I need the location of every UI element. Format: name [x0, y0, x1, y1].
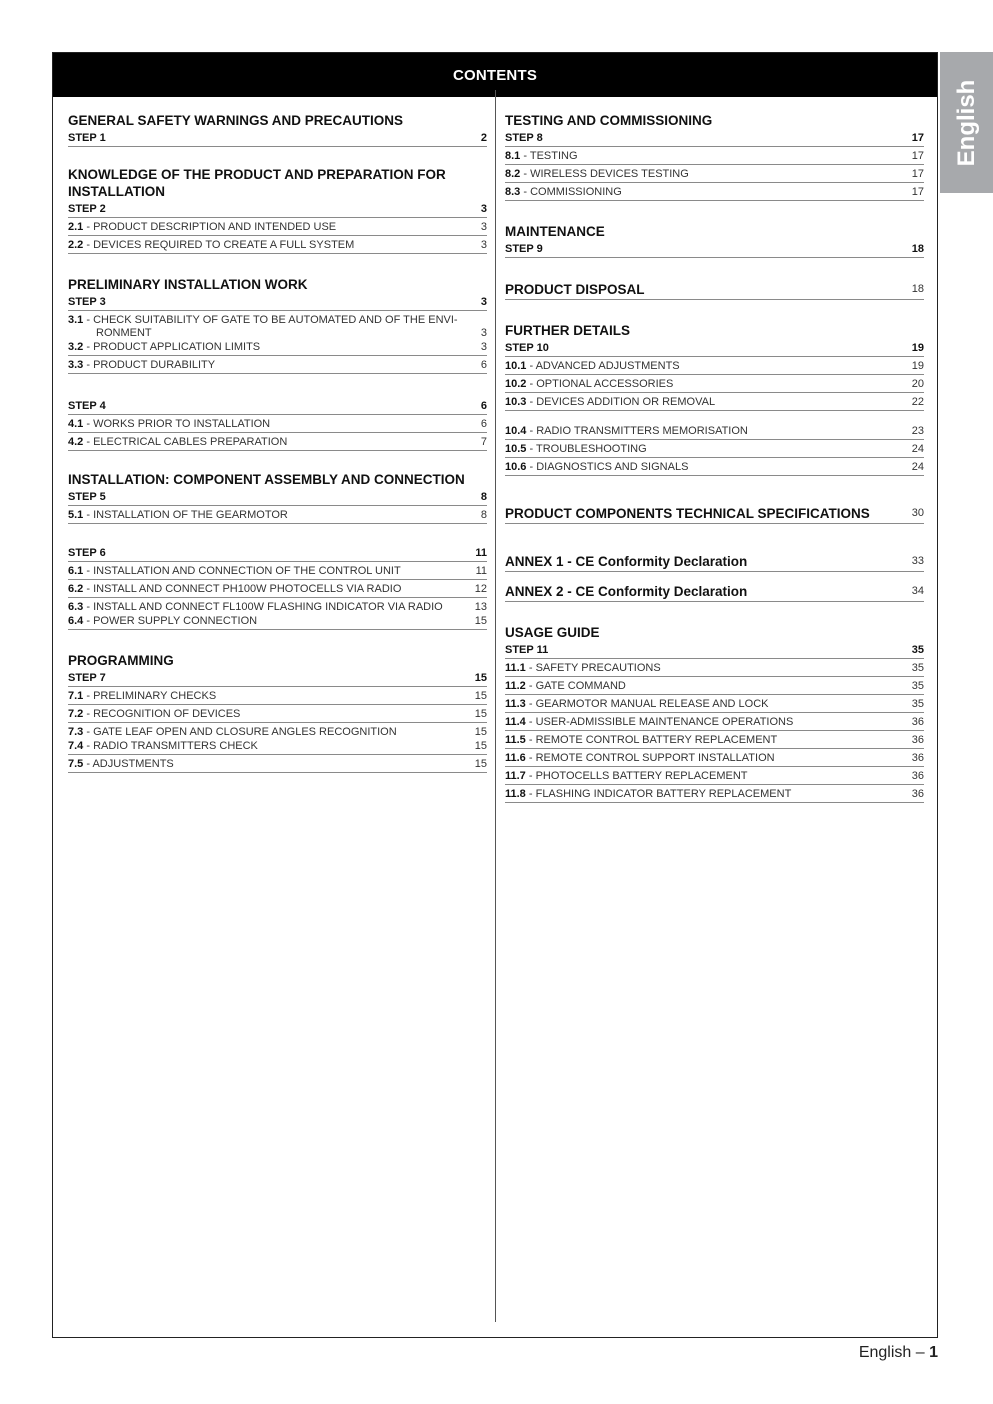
- item-text: - ADVANCED ADJUSTMENTS: [529, 360, 680, 372]
- toc-page-number: 15: [474, 758, 487, 770]
- footer-page-number: 1: [929, 1344, 938, 1361]
- toc-section: [505, 322, 924, 476]
- toc-page-number: 3: [480, 327, 487, 339]
- toc-item-row[interactable]: [505, 677, 924, 695]
- section-title: PRODUCT COMPONENTS TECHNICAL SPECIFICATIONS: [505, 506, 870, 521]
- toc-item-row[interactable]: [505, 375, 924, 393]
- item-number: 5.1: [68, 509, 84, 521]
- section-title: GENERAL SAFETY WARNINGS AND PRECAUTIONS: [68, 113, 404, 128]
- toc-step-row[interactable]: [68, 293, 487, 311]
- toc-section: [68, 397, 487, 451]
- section-title: MAINTENANCE: [505, 224, 605, 239]
- toc-item-row[interactable]: [505, 147, 924, 165]
- item-number: 7.2: [68, 708, 84, 720]
- item-text: - CHECK SUITABILITY OF GATE TO BE AUTOMATED AND OF THE ENVI-RONMENT: [86, 314, 458, 339]
- toc-page-number: 19: [911, 360, 924, 372]
- toc-item-row[interactable]: [68, 433, 487, 451]
- toc-section: [505, 112, 924, 201]
- toc-page-number: 35: [911, 698, 924, 710]
- item-text: - INSTALLATION OF THE GEARMOTOR: [86, 509, 288, 521]
- toc-item-row[interactable]: [505, 713, 924, 731]
- toc-step-label: STEP 1: [68, 132, 106, 144]
- toc-page-number: 24: [911, 443, 924, 455]
- item-text: - TROUBLESHOOTING: [529, 443, 647, 455]
- toc-step-row[interactable]: [68, 200, 487, 218]
- item-text: - OPTIONAL ACCESSORIES: [529, 378, 674, 390]
- item-number: 3.3: [68, 359, 84, 371]
- toc-item-row[interactable]: [68, 740, 487, 755]
- section-title: PRODUCT DISPOSAL: [505, 282, 645, 297]
- toc-page-number: 7: [480, 436, 487, 448]
- toc-page-number: 36: [911, 770, 924, 782]
- toc-step-label: STEP 9: [505, 243, 543, 255]
- toc-page-number: 15: [474, 615, 487, 627]
- section-title: FURTHER DETAILS: [505, 323, 630, 338]
- toc-annex2-row[interactable]: [505, 580, 924, 602]
- item-number: 3.2: [68, 341, 84, 353]
- toc-page-number: 35: [911, 662, 924, 674]
- item-number: 7.1: [68, 690, 84, 702]
- toc-page-number: 33: [911, 555, 924, 567]
- toc-page-number: 34: [911, 585, 924, 597]
- item-text: - WIRELESS DEVICES TESTING: [523, 168, 689, 180]
- item-text: - GEARMOTOR MANUAL RELEASE AND LOCK: [528, 698, 769, 710]
- item-number: 10.3: [505, 396, 527, 408]
- toc-step-row[interactable]: [505, 129, 924, 147]
- toc-item-row[interactable]: [505, 440, 924, 458]
- toc-page-number: 12: [474, 583, 487, 595]
- toc-step-label: STEP 7: [68, 672, 106, 684]
- item-number: 10.1: [505, 360, 527, 372]
- toc-item-row[interactable]: [505, 731, 924, 749]
- item-text: - REMOTE CONTROL BATTERY REPLACEMENT: [528, 734, 778, 746]
- item-number: 4.1: [68, 418, 84, 430]
- item-number: 10.4: [505, 425, 527, 437]
- toc-item-row[interactable]: [68, 687, 487, 705]
- item-number: 8.3: [505, 186, 521, 198]
- item-text: - INSTALLATION AND CONNECTION OF THE CONTROL UNIT: [86, 565, 401, 577]
- toc-page-number: 11: [475, 565, 487, 577]
- toc-page-number: 36: [911, 788, 924, 800]
- item-text: - ADJUSTMENTS: [86, 758, 174, 770]
- item-text: - FLASHING INDICATOR BATTERY REPLACEMENT: [528, 788, 792, 800]
- toc-item-row[interactable]: [68, 723, 487, 740]
- toc-step-row[interactable]: [505, 641, 924, 659]
- item-number: 11.6: [505, 752, 526, 764]
- toc-step-row[interactable]: [505, 240, 924, 258]
- item-number: 7.3: [68, 726, 84, 738]
- section-title: PRELIMINARY INSTALLATION WORK: [68, 277, 308, 292]
- toc-specs-row[interactable]: [505, 502, 924, 524]
- column-divider: [495, 90, 496, 1322]
- item-text: - INSTALL AND CONNECT PH100W PHOTOCELLS VIA RADIO: [86, 583, 402, 595]
- toc-item-row[interactable]: [505, 357, 924, 375]
- toc-item-row[interactable]: [505, 695, 924, 713]
- toc-item-row[interactable]: [505, 422, 924, 440]
- item-number: 11.4: [505, 716, 526, 728]
- toc-item-row[interactable]: [68, 562, 487, 580]
- item-number: 2.2: [68, 239, 84, 251]
- item-text: - POWER SUPPLY CONNECTION: [86, 615, 258, 627]
- item-number: 11.3: [505, 698, 526, 710]
- toc-step-label: STEP 5: [68, 491, 106, 503]
- item-number: 3.1: [68, 314, 84, 326]
- toc-right-column: [505, 112, 924, 803]
- section-title: ANNEX 2 - CE Conformity Declaration: [505, 584, 748, 599]
- footer-language: English –: [858, 1344, 925, 1361]
- item-text: - RADIO TRANSMITTERS MEMORISATION: [529, 425, 748, 437]
- toc-page-number: 6: [480, 400, 487, 412]
- toc-page-number: 19: [911, 342, 924, 354]
- toc-section: [68, 471, 487, 524]
- page-footer: [859, 1344, 938, 1362]
- item-number: 10.2: [505, 378, 527, 390]
- toc-disposal-row[interactable]: [505, 278, 924, 300]
- toc-page-number: 35: [911, 644, 924, 656]
- item-number: 7.4: [68, 740, 84, 752]
- item-text: - GATE LEAF OPEN AND CLOSURE ANGLES RECOGNITION: [86, 726, 397, 738]
- toc-item-row[interactable]: [68, 598, 487, 615]
- toc-page-number: 22: [911, 396, 924, 408]
- item-text: - SAFETY PRECAUTIONS: [528, 662, 661, 674]
- item-number: 10.6: [505, 461, 527, 473]
- toc-page-number: 15: [474, 726, 487, 738]
- toc-item-row[interactable]: [68, 580, 487, 598]
- contents-title: CONTENTS: [452, 66, 538, 84]
- item-number: 4.2: [68, 436, 84, 448]
- toc-page-number: 6: [480, 359, 487, 371]
- item-text: - PRODUCT DURABILITY: [86, 359, 216, 371]
- item-text: - DEVICES ADDITION OR REMOVAL: [529, 396, 716, 408]
- toc-item-row[interactable]: [68, 615, 487, 630]
- item-text: - TESTING: [523, 150, 578, 162]
- toc-page-number: 15: [474, 708, 487, 720]
- toc-step-row[interactable]: [505, 339, 924, 357]
- toc-step-row[interactable]: [68, 488, 487, 506]
- toc-step-label: STEP 10: [505, 342, 549, 354]
- toc-page-number: 24: [911, 461, 924, 473]
- toc-item-row[interactable]: [68, 236, 487, 254]
- toc-page-number: 15: [474, 740, 487, 752]
- toc-item-row[interactable]: [505, 749, 924, 767]
- item-text: - PHOTOCELLS BATTERY REPLACEMENT: [528, 770, 748, 782]
- item-text: - REMOTE CONTROL SUPPORT INSTALLATION: [528, 752, 775, 764]
- language-tab[interactable]: [940, 52, 993, 193]
- toc-page-number: 36: [911, 734, 924, 746]
- toc-section: [68, 276, 487, 374]
- toc-step-row[interactable]: [68, 129, 487, 147]
- toc-page-number: 8: [480, 491, 487, 503]
- item-text: - DEVICES REQUIRED TO CREATE A FULL SYSTEM: [86, 239, 355, 251]
- toc-item-row[interactable]: [505, 393, 924, 411]
- toc-step-label: STEP 3: [68, 296, 106, 308]
- toc-step-row[interactable]: [68, 669, 487, 687]
- section-title: KNOWLEDGE OF THE PRODUCT AND PREPARATION FOR INSTALLATION: [68, 167, 446, 199]
- language-tab-label: English: [952, 79, 980, 166]
- item-text: - ELECTRICAL CABLES PREPARATION: [86, 436, 288, 448]
- toc-page-number: 36: [911, 716, 924, 728]
- toc-page-number: 3: [480, 203, 487, 215]
- toc-page-number: 36: [911, 752, 924, 764]
- item-number: 2.1: [68, 221, 84, 233]
- toc-step-label: STEP 6: [68, 547, 106, 559]
- toc-page-number: 3: [480, 296, 487, 308]
- section-title: USAGE GUIDE: [505, 625, 600, 640]
- toc-item-row[interactable]: [68, 506, 487, 524]
- item-number: 6.4: [68, 615, 84, 627]
- item-text: - WORKS PRIOR TO INSTALLATION: [86, 418, 271, 430]
- section-title: ANNEX 1 - CE Conformity Declaration: [505, 554, 748, 569]
- item-text: - USER-ADMISSIBLE MAINTENANCE OPERATIONS: [528, 716, 794, 728]
- toc-section: [68, 112, 487, 147]
- toc-section: [68, 544, 487, 630]
- toc-page-number: 6: [480, 418, 487, 430]
- toc-item-row[interactable]: [68, 415, 487, 433]
- toc-page-number: 3: [480, 221, 487, 233]
- item-number: 11.2: [505, 680, 526, 692]
- toc-page-number: 17: [911, 132, 924, 144]
- item-text: - RECOGNITION OF DEVICES: [86, 708, 241, 720]
- item-text: - GATE COMMAND: [528, 680, 626, 692]
- item-number: 11.5: [505, 734, 526, 746]
- item-text: - RADIO TRANSMITTERS CHECK: [86, 740, 258, 752]
- item-number: 8.2: [505, 168, 521, 180]
- toc-item-row[interactable]: [68, 218, 487, 236]
- item-number: 7.5: [68, 758, 84, 770]
- section-title: PROGRAMMING: [68, 653, 174, 668]
- toc-page-number: 13: [474, 601, 487, 613]
- toc-item-row[interactable]: [68, 356, 487, 374]
- item-number: 6.1: [68, 565, 84, 577]
- toc-section: [505, 624, 924, 803]
- toc-page-number: 35: [911, 680, 924, 692]
- toc-step-row[interactable]: [68, 397, 487, 415]
- toc-step-label: STEP 8: [505, 132, 543, 144]
- toc-item-row[interactable]: [68, 341, 487, 356]
- toc-step-label: STEP 2: [68, 203, 106, 215]
- item-number: 11.7: [505, 770, 526, 782]
- toc-page-number: 8: [480, 509, 487, 521]
- item-text: - COMMISSIONING: [523, 186, 622, 198]
- toc-page-number: 17: [911, 186, 924, 198]
- item-number: 11.8: [505, 788, 526, 800]
- toc-page-number: 23: [911, 425, 924, 437]
- toc-page-number: 18: [911, 243, 924, 255]
- toc-page-number: 15: [474, 690, 487, 702]
- toc-page-number: 2: [480, 132, 487, 144]
- toc-item-row[interactable]: [68, 755, 487, 773]
- toc-section: [505, 223, 924, 258]
- item-text: - PRELIMINARY CHECKS: [86, 690, 217, 702]
- toc-item-row[interactable]: [68, 311, 487, 341]
- item-number: 10.5: [505, 443, 527, 455]
- toc-step-row[interactable]: [68, 544, 487, 562]
- item-text: - DIAGNOSTICS AND SIGNALS: [529, 461, 689, 473]
- item-number: 11.1: [505, 662, 526, 674]
- toc-item-row[interactable]: [68, 705, 487, 723]
- toc-step-label: STEP 11: [505, 644, 549, 656]
- toc-item-row[interactable]: [505, 767, 924, 785]
- toc-page-number: 17: [911, 150, 924, 162]
- toc-item-row[interactable]: [505, 785, 924, 803]
- toc-page-number: 15: [474, 672, 487, 684]
- toc-section: [68, 166, 487, 254]
- toc-annex1-row[interactable]: [505, 550, 924, 572]
- toc-page-number: 3: [480, 341, 487, 353]
- toc-page-number: 3: [480, 239, 487, 251]
- toc-page-number: 18: [911, 283, 924, 295]
- item-text: - PRODUCT DESCRIPTION AND INTENDED USE: [86, 221, 337, 233]
- toc-item-row[interactable]: [505, 183, 924, 201]
- toc-page-number: 11: [475, 547, 487, 559]
- section-title: INSTALLATION: COMPONENT ASSEMBLY AND CONNECTION: [68, 472, 465, 487]
- toc-item-row[interactable]: [505, 659, 924, 677]
- item-number: 8.1: [505, 150, 521, 162]
- toc-left-column: [68, 112, 487, 773]
- toc-page-number: 17: [911, 168, 924, 180]
- item-text: - PRODUCT APPLICATION LIMITS: [86, 341, 261, 353]
- toc-page-number: 20: [911, 378, 924, 390]
- item-number: 6.3: [68, 601, 84, 613]
- toc-step-label: STEP 4: [68, 400, 106, 412]
- toc-item-row[interactable]: [505, 458, 924, 476]
- toc-item-row[interactable]: [505, 165, 924, 183]
- section-title: TESTING AND COMMISSIONING: [505, 113, 713, 128]
- item-number: 6.2: [68, 583, 84, 595]
- toc-section: [68, 652, 487, 773]
- toc-page-number: 30: [911, 507, 924, 519]
- item-text: - INSTALL AND CONNECT FL100W FLASHING INDICATOR VIA RADIO: [86, 601, 443, 613]
